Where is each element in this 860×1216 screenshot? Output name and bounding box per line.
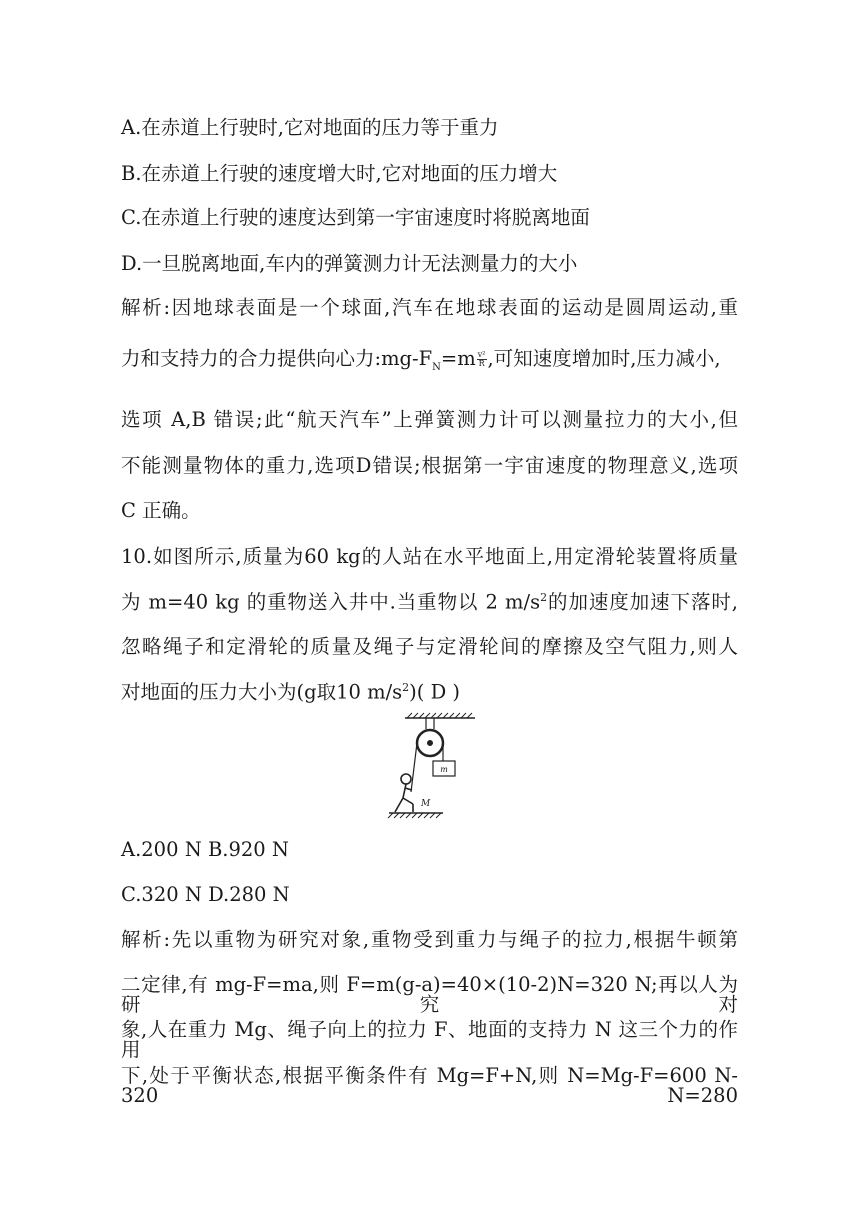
q9-analysis-line-3: 选项 A,B 错误;此“航天汽车”上弹簧测力计可以测量拉力的大小,但	[121, 408, 738, 431]
q10-stem-text-cont: 的加速度加速下落时,	[547, 590, 738, 614]
gravity-exponent: 2	[402, 681, 410, 694]
q10-stem-line-1: 10.如图所示,质量为60 kg的人站在水平地面上,用定滑轮装置将质量	[121, 545, 738, 568]
q9-analysis-eq: =m	[440, 347, 476, 370]
fraction-denominator: R	[478, 359, 485, 368]
q10-stem-line-4	[121, 682, 460, 702]
q9-analysis-conclusion: ,可知速度增加时,压力减小,	[487, 347, 721, 370]
q9-option-a: A.在赤道上行驶时,它对地面的压力等于重力	[121, 116, 499, 139]
hanging-mass	[433, 761, 455, 776]
q10-options-ab: A.200 N B.920 N	[121, 838, 289, 861]
q10-options-cd: C.320 N D.280 N	[121, 883, 290, 906]
normal-force-subscript: N	[432, 361, 441, 373]
q10-stem-text: 为 m=40 kg 的重物送入井中.当重物以 2 m/s	[121, 590, 541, 614]
q10-analysis-line-4: 下,处于平衡状态,根据平衡条件有 Mg=F+N,则 N=Mg-F=600 N-320 N=280	[121, 1064, 738, 1107]
q10-analysis-line-1: 解析:先以重物为研究对象,重物受到重力与绳子的拉力,根据牛顿第	[121, 928, 738, 951]
q10-answer-bracket: )( D )	[409, 680, 461, 704]
acceleration-exponent: 2	[540, 591, 548, 604]
q10-stem-question: 对地面的压力大小为(g取10 m/s	[121, 680, 403, 704]
q9-analysis-line-5: C 正确。	[121, 499, 201, 522]
label-M: M	[421, 799, 431, 809]
q10-analysis-line-3: 象,人在重力 Mg、绳子向上的拉力 F、地面的支持力 N 这三个力的作用	[121, 1018, 738, 1061]
label-m: m	[440, 765, 448, 774]
q10-analysis-line-2: 二定律,有 mg-F=ma,则 F=m(g-a)=40×(10-2)N=320 N;再以人为研究对	[121, 973, 738, 1016]
pulley	[417, 718, 443, 756]
pulley-figure	[385, 712, 495, 824]
q10-stem-line-2	[121, 592, 738, 612]
q9-analysis-line-4: 不能测量物体的重力,选项D错误;根据第一宇宙速度的物理意义,选项	[121, 454, 738, 477]
centripetal-fraction	[477, 351, 487, 368]
q9-analysis-text: 力和支持力的合力提供向心力:mg-F	[121, 347, 433, 370]
q9-option-d: D.一旦脱离地面,车内的弹簧测力计无法测量力的大小	[121, 252, 578, 275]
q10-stem-line-3: 忽略绳子和定滑轮的质量及绳子与定滑轮间的摩擦及空气阻力,则人	[121, 635, 738, 658]
q9-analysis-line-1: 解析:因地球表面是一个球面,汽车在地球表面的运动是圆周运动,重	[121, 296, 738, 319]
q9-option-b: B.在赤道上行驶的速度增大时,它对地面的压力增大	[121, 162, 558, 185]
q9-option-c: C.在赤道上行驶的速度达到第一宇宙速度时将脱离地面	[121, 206, 590, 229]
fraction-numerator: v²	[477, 350, 486, 359]
person	[395, 774, 413, 812]
q9-analysis-line-2	[121, 349, 721, 373]
ceiling-hatch	[405, 713, 475, 718]
ground-hatch	[388, 813, 443, 818]
